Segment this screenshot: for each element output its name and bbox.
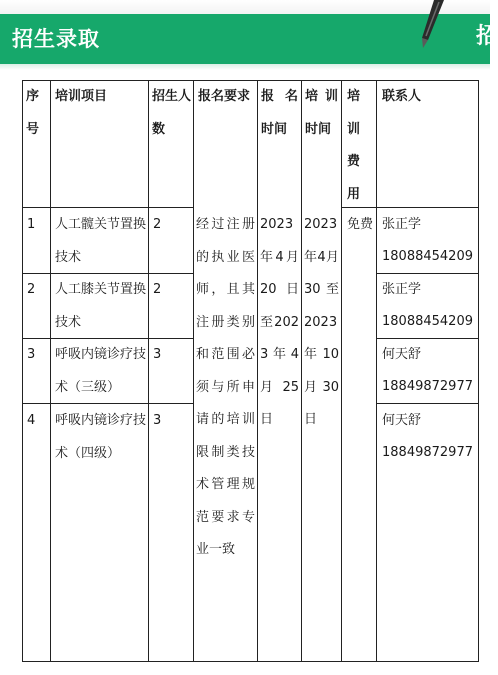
table-row-seq: 3 <box>27 347 36 362</box>
training-time-text: 2023年4月30至2023年10月30日 <box>304 217 339 427</box>
table-line <box>341 80 342 662</box>
header-quota: 招生人数 <box>152 89 192 137</box>
table-row-seq: 4 <box>27 413 36 428</box>
table-row-seq: 1 <box>27 217 36 232</box>
table-row-quota: 3 <box>153 413 162 428</box>
table-line <box>22 207 193 208</box>
header-contact: 联系人 <box>382 89 422 104</box>
pen-icon <box>410 0 446 50</box>
table-line <box>257 80 258 662</box>
table-row-quota: 3 <box>153 347 162 362</box>
header-fee: 培训费用 <box>347 89 361 202</box>
cropped-heading-glyph: 招 <box>476 24 498 49</box>
table-row-project: 呼吸内镜诊疗技术（三级） <box>55 347 147 395</box>
table-line <box>376 80 377 662</box>
contact-phone: 18088454209 <box>382 314 473 329</box>
table-row-seq: 2 <box>27 282 36 297</box>
requirement-text: 经过注册的执业医师，且其注册类别和范围必须与所申请的培训限制类技术管理规范要求专业一致 <box>196 217 255 557</box>
section-title: 招生录取 <box>12 27 100 51</box>
table-line <box>193 80 194 662</box>
header-seq: 序号 <box>26 89 40 137</box>
table-line <box>148 80 149 662</box>
header-training-time: 培训时间 <box>305 89 338 137</box>
contact-name: 张正学 <box>382 282 422 297</box>
contact-phone: 18088454209 <box>382 249 473 264</box>
header-requirement: 报名要求 <box>198 89 251 104</box>
banner-shadow <box>0 64 490 70</box>
contact-phone: 18849872977 <box>382 445 473 460</box>
table-line <box>22 661 479 662</box>
contact-name: 张正学 <box>382 217 422 232</box>
contact-phone: 18849872977 <box>382 379 473 394</box>
table-line <box>50 80 51 662</box>
signup-time-text: 2023年4月20日至2023年4月25日 <box>260 217 299 427</box>
header-signup-time: 报名时间 <box>261 89 298 137</box>
contact-name: 何天舒 <box>382 413 422 428</box>
header-project: 培训项目 <box>55 89 108 104</box>
table-row-project: 人工髋关节置换技术 <box>55 217 147 265</box>
contact-name: 何天舒 <box>382 347 422 362</box>
table-line <box>301 80 302 662</box>
table-row-project: 人工膝关节置换技术 <box>55 282 147 330</box>
table-row-project: 呼吸内镜诊疗技术（四级） <box>55 413 147 461</box>
table-row-quota: 2 <box>153 282 162 297</box>
table-line <box>478 80 479 662</box>
admission-table <box>22 80 479 662</box>
table-line <box>22 80 23 662</box>
table-line <box>341 207 479 208</box>
fee-text: 免费 <box>347 217 374 232</box>
table-row-quota: 2 <box>153 217 162 232</box>
